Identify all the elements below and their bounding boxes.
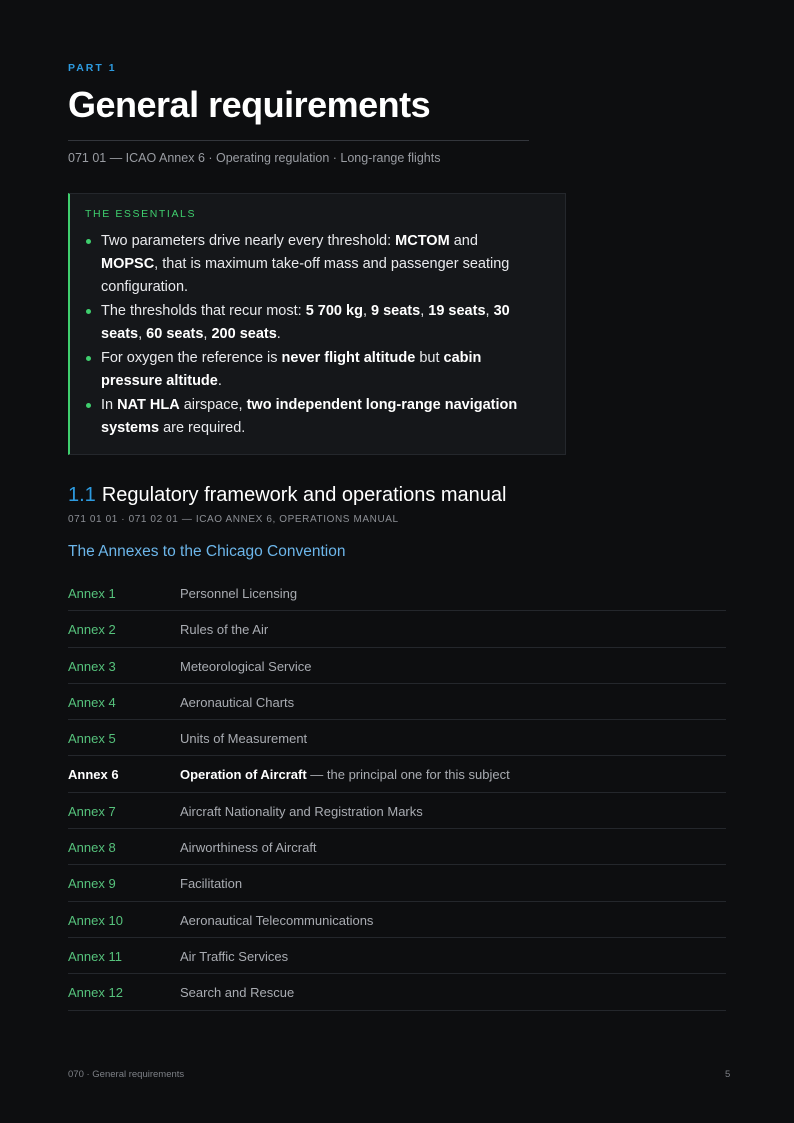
body-text: . [276,326,281,342]
footer-running-title: 070 · General requirements [68,1069,185,1080]
annex-code: Annex 10 [68,912,123,928]
emphasis-text: 30 seats [101,303,510,342]
table-row [68,829,726,865]
table-row [68,575,726,611]
section-number: 1.1 [68,484,96,506]
essentials-item [84,230,524,299]
section-heading [68,484,506,507]
emphasis-text: never flight altitude [281,350,416,366]
annex-code: Annex 5 [68,731,116,747]
body-text: Two parameters drive nearly every threshold: [101,233,396,249]
emphasis-text: 200 seats [211,326,277,342]
emphasis-text: 9 seats [371,303,421,319]
body-text: , [138,326,147,342]
annex-name: Meteorological Service [180,658,312,674]
body-text: but [415,350,444,366]
annexes-subheading: The Annexes to the Chicago Convention [68,543,346,560]
body-text: . [217,373,222,389]
table-row [68,756,726,792]
annex-code: Annex 2 [68,622,116,638]
annex-name: Air Traffic Services [180,948,289,964]
emphasis-text: two independent long-range navigation systems [101,397,518,436]
body-text: are required. [159,420,246,436]
essentials-callout [68,193,566,455]
page-subtitle: 071 01 — ICAO Annex 6 · Operating regulation · Long-range flights [68,151,441,165]
annex-name: Units of Measurement [180,731,308,747]
body-text: , [420,303,429,319]
table-row [68,648,726,684]
annex-name: Personnel Licensing [180,586,298,601]
annex-code: Annex 1 [68,586,116,601]
annex-name: Aeronautical Charts [180,694,295,710]
title-divider [68,140,529,141]
annex-code: Annex 6 [68,767,119,783]
essentials-list [84,230,524,441]
body-text: airspace, [179,397,247,413]
body-text: The thresholds that recur most: [101,303,306,319]
table-row [68,974,726,1010]
emphasis-text: MCTOM [395,233,450,249]
annex-table [68,575,726,1011]
body-text: , [485,303,494,319]
annex-name-emphasis: Operation of Aircraft [180,767,307,783]
annex-code: Annex 8 [68,840,116,856]
page-title: General requirements [68,84,431,125]
annex-name [180,767,510,782]
table-row [68,938,726,974]
emphasis-text: NAT HLA [117,397,180,413]
part-label: PART 1 [68,62,117,74]
emphasis-text: 19 seats [428,303,486,319]
body-text: , that is maximum take-off mass and passenger seating configuration. [101,256,510,295]
body-text: and [449,233,478,249]
table-row [68,684,726,720]
emphasis-text: cabin pressure altitude [101,350,482,389]
annex-name: Facilitation [180,876,243,892]
table-row [68,865,726,901]
emphasis-text: MOPSC [101,256,155,272]
essentials-heading: THE ESSENTIALS [85,208,197,220]
footer-page-number: 5 [725,1069,731,1080]
annex-code: Annex 9 [68,876,116,892]
essentials-item [84,300,524,346]
essentials-item [84,347,524,393]
annex-name: Aircraft Nationality and Registration Marks [180,803,423,819]
table-row [68,902,726,938]
annex-name: Aeronautical Telecommunications [180,912,374,928]
annex-code: Annex 12 [68,985,123,1001]
annex-name: Search and Rescue [180,985,295,1001]
body-text: For oxygen the reference is [101,350,282,366]
annex-name: Airworthiness of Aircraft [180,840,317,856]
body-text: , [203,326,212,342]
emphasis-text: 60 seats [146,326,204,342]
table-row [68,793,726,829]
body-text: In [101,397,118,413]
table-row [68,720,726,756]
annex-code: Annex 11 [68,948,122,964]
annex-name: Rules of the Air [180,622,269,638]
section-title: Regulatory framework and operations manual [101,484,507,506]
annex-code: Annex 4 [68,694,116,710]
section-reference: 071 01 01 · 071 02 01 — ICAO ANNEX 6, OPERATIONS MANUAL [68,514,399,525]
essentials-item [84,394,524,440]
table-row [68,611,726,647]
annex-code: Annex 3 [68,658,116,674]
annex-note: — the principal one for this subject [306,767,510,783]
emphasis-text: 5 700 kg [305,303,363,319]
annex-code: Annex 7 [68,803,116,819]
body-text: , [362,303,372,319]
